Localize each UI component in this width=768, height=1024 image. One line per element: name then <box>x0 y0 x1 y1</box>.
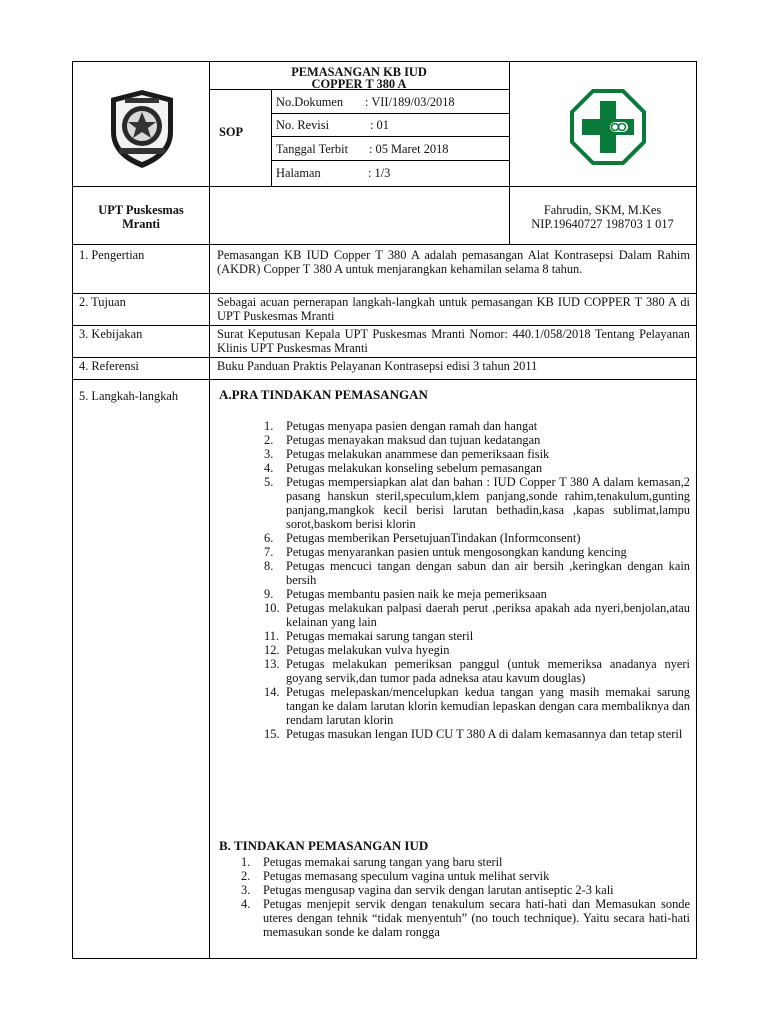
part-a-heading: A.PRA TINDAKAN PEMASANGAN <box>219 387 428 402</box>
sop-document <box>72 61 697 959</box>
divider <box>73 186 696 187</box>
list-item-text: Petugas memberikan PersetujuanTindakan (Informconsent) <box>286 531 581 545</box>
list-item-text: Petugas melakukan palpasi daerah perut ,periksa apakah ada nyeri,benjolan,atau kelainan yang lain <box>286 601 690 629</box>
list-item <box>241 897 690 939</box>
list-item-text: Petugas menjepit servik dengan tenakulum secara hati-hati dan Memasukan sonde uteres dengan tehnik “tidak menyentuh” (no touch technique). Yaitu secara hati-hati memasukan sonde ke dalam rongga <box>263 897 690 939</box>
list-item-number: 4. <box>241 897 251 911</box>
list-item <box>264 461 690 475</box>
divider <box>271 113 509 114</box>
meta-label-revision: No. Revisi <box>276 118 330 132</box>
list-item-number: 3. <box>241 883 251 897</box>
list-item-text: Petugas mencuci tangan dengan sabun dan air bersih ,keringkan dengan kain bersih <box>286 559 690 587</box>
divider <box>73 325 696 326</box>
divider <box>73 379 696 380</box>
meta-label-issue-date: Tanggal Terbit <box>276 142 349 156</box>
meta-value-revision: : 01 <box>370 118 389 132</box>
list-item-number: 5. <box>264 475 274 489</box>
list-item <box>264 419 690 433</box>
sop-label: SOP <box>219 125 244 139</box>
list-item-number: 10. <box>264 601 280 615</box>
document-title-line1: PEMASANGAN KB IUD <box>291 65 427 79</box>
list-item <box>264 475 690 531</box>
list-item-text: Petugas memakai sarung tangan yang baru steril <box>263 855 503 869</box>
list-item <box>264 657 690 685</box>
list-item <box>241 855 690 869</box>
list-item-text: Petugas memakai sarung tangan steril <box>286 629 474 643</box>
divider <box>73 293 696 294</box>
list-item-number: 11. <box>264 629 280 643</box>
list-item-number: 12. <box>264 643 280 657</box>
list-item-number: 2. <box>264 433 274 447</box>
divider <box>271 89 272 186</box>
list-item-number: 15. <box>264 727 280 741</box>
list-item <box>241 883 690 897</box>
list-item-text: Petugas membantu pasien naik ke meja pemeriksaan <box>286 587 547 601</box>
section-text-policy: Surat Keputusan Kepala UPT Puskesmas Mranti Nomor: 440.1/058/2018 Tentang Pelayanan Klinis UPT Puskesmas Mranti <box>217 327 690 355</box>
divider <box>209 244 210 958</box>
list-item <box>264 601 690 629</box>
list-item-number: 8. <box>264 559 274 573</box>
list-item <box>264 727 690 741</box>
list-item-text: Petugas menyarankan pasien untuk mengosongkan kandung kencing <box>286 545 627 559</box>
list-item <box>264 531 690 545</box>
meta-label-page: Halaman <box>276 166 321 180</box>
puskesmas-logo-icon <box>570 89 646 165</box>
list-item <box>264 433 690 447</box>
divider <box>271 136 509 137</box>
list-item-text: Petugas menayakan maksud dan tujuan kedatangan <box>286 433 541 447</box>
list-item-text: Petugas melepaskan/mencelupkan kedua tangan yang masih memakai sarung tangan ke dalam larutan klorin kemudian lepaskan dengan cara membaliknya dan rendam larutan klorin <box>286 685 690 727</box>
list-item-number: 4. <box>264 461 274 475</box>
divider <box>73 357 696 358</box>
list-item-text: Petugas melakukan pemeriksan panggul (untuk memeriksa anadanya nyeri goyang servik,dan tumor pada adneksa atau kavum douglas) <box>286 657 690 685</box>
list-item <box>264 559 690 587</box>
part-b-steps <box>241 855 690 939</box>
list-item <box>264 447 690 461</box>
section-label-definition: 1. Pengertian <box>79 248 145 262</box>
divider <box>271 160 509 161</box>
divider <box>209 186 210 244</box>
list-item-text: Petugas mengusap vagina dan servik dengan larutan antiseptic 2-3 kali <box>263 883 614 897</box>
part-b-heading: B. TINDAKAN PEMASANGAN IUD <box>219 838 429 853</box>
list-item-number: 2. <box>241 869 251 883</box>
meta-value-issue-date: : 05 Maret 2018 <box>369 142 449 156</box>
section-text-definition: Pemasangan KB IUD Copper T 380 A adalah pemasangan Alat Kontrasepsi Dalam Rahim (AKDR) Copper T 380 A untuk menjarangkan kehamilan selama 8 tahun. <box>217 248 690 276</box>
signer-nip: NIP.19640727 198703 1 017 <box>531 217 674 231</box>
list-item-text: Petugas melakukan konseling sebelum pemasangan <box>286 461 543 475</box>
meta-value-page: : 1/3 <box>368 166 391 180</box>
list-item <box>264 587 690 601</box>
meta-value-document-number: : VII/189/03/2018 <box>365 95 455 109</box>
list-item <box>264 643 690 657</box>
list-item-number: 14. <box>264 685 280 699</box>
regency-emblem-icon <box>105 88 179 170</box>
part-a-steps <box>264 419 690 741</box>
list-item-number: 7. <box>264 545 274 559</box>
list-item-number: 1. <box>241 855 251 869</box>
section-label-purpose: 2. Tujuan <box>79 295 126 309</box>
section-label-steps: 5. Langkah-langkah <box>79 389 179 403</box>
signer-name: Fahrudin, SKM, M.Kes <box>543 203 662 217</box>
section-text-reference: Buku Panduan Praktis Pelayanan Kontrasepsi edisi 3 tahun 2011 <box>217 359 538 373</box>
list-item-number: 6. <box>264 531 274 545</box>
list-item-text: Petugas masukan lengan IUD CU T 380 A di dalam kemasannya dan tetap steril <box>286 727 683 741</box>
section-label-policy: 3. Kebijakan <box>79 327 143 341</box>
section-text-purpose: Sebagai acuan pernerapan langkah-langkah untuk pemasangan KB IUD COPPER T 380 A di UPT Puskesmas Mranti <box>217 295 690 323</box>
list-item <box>264 629 690 643</box>
divider <box>73 244 696 245</box>
org-name-line2: Mranti <box>122 217 160 231</box>
list-item <box>264 545 690 559</box>
list-item-text: Petugas melakukan anammese dan pemeriksaan fisik <box>286 447 550 461</box>
meta-label-document-number: No.Dokumen <box>276 95 344 109</box>
list-item-number: 1. <box>264 419 274 433</box>
list-item-number: 13. <box>264 657 280 671</box>
list-item-number: 9. <box>264 587 274 601</box>
org-name-line1: UPT Puskesmas <box>98 203 184 217</box>
list-item-number: 3. <box>264 447 274 461</box>
list-item <box>241 869 690 883</box>
section-label-reference: 4. Referensi <box>79 359 139 373</box>
list-item-text: Petugas mempersiapkan alat dan bahan : IUD Copper T 380 A dalam kemasan,2 pasang hanskun steril,speculum,klem panjang,sonde rahim,tenakulum,gunting panjang,mangkok kecil berisi larutan bethadin,kasa ,kapas sublimat,lampu sorot,baskom berisi klorin <box>286 475 690 531</box>
list-item-text: Petugas menyapa pasien dengan ramah dan hangat <box>286 419 538 433</box>
list-item <box>264 685 690 727</box>
document-title-line2: COPPER T 380 A <box>311 77 407 91</box>
list-item-text: Petugas memasang speculum vagina untuk melihat servik <box>263 869 550 883</box>
list-item-text: Petugas melakukan vulva hyegin <box>286 643 450 657</box>
